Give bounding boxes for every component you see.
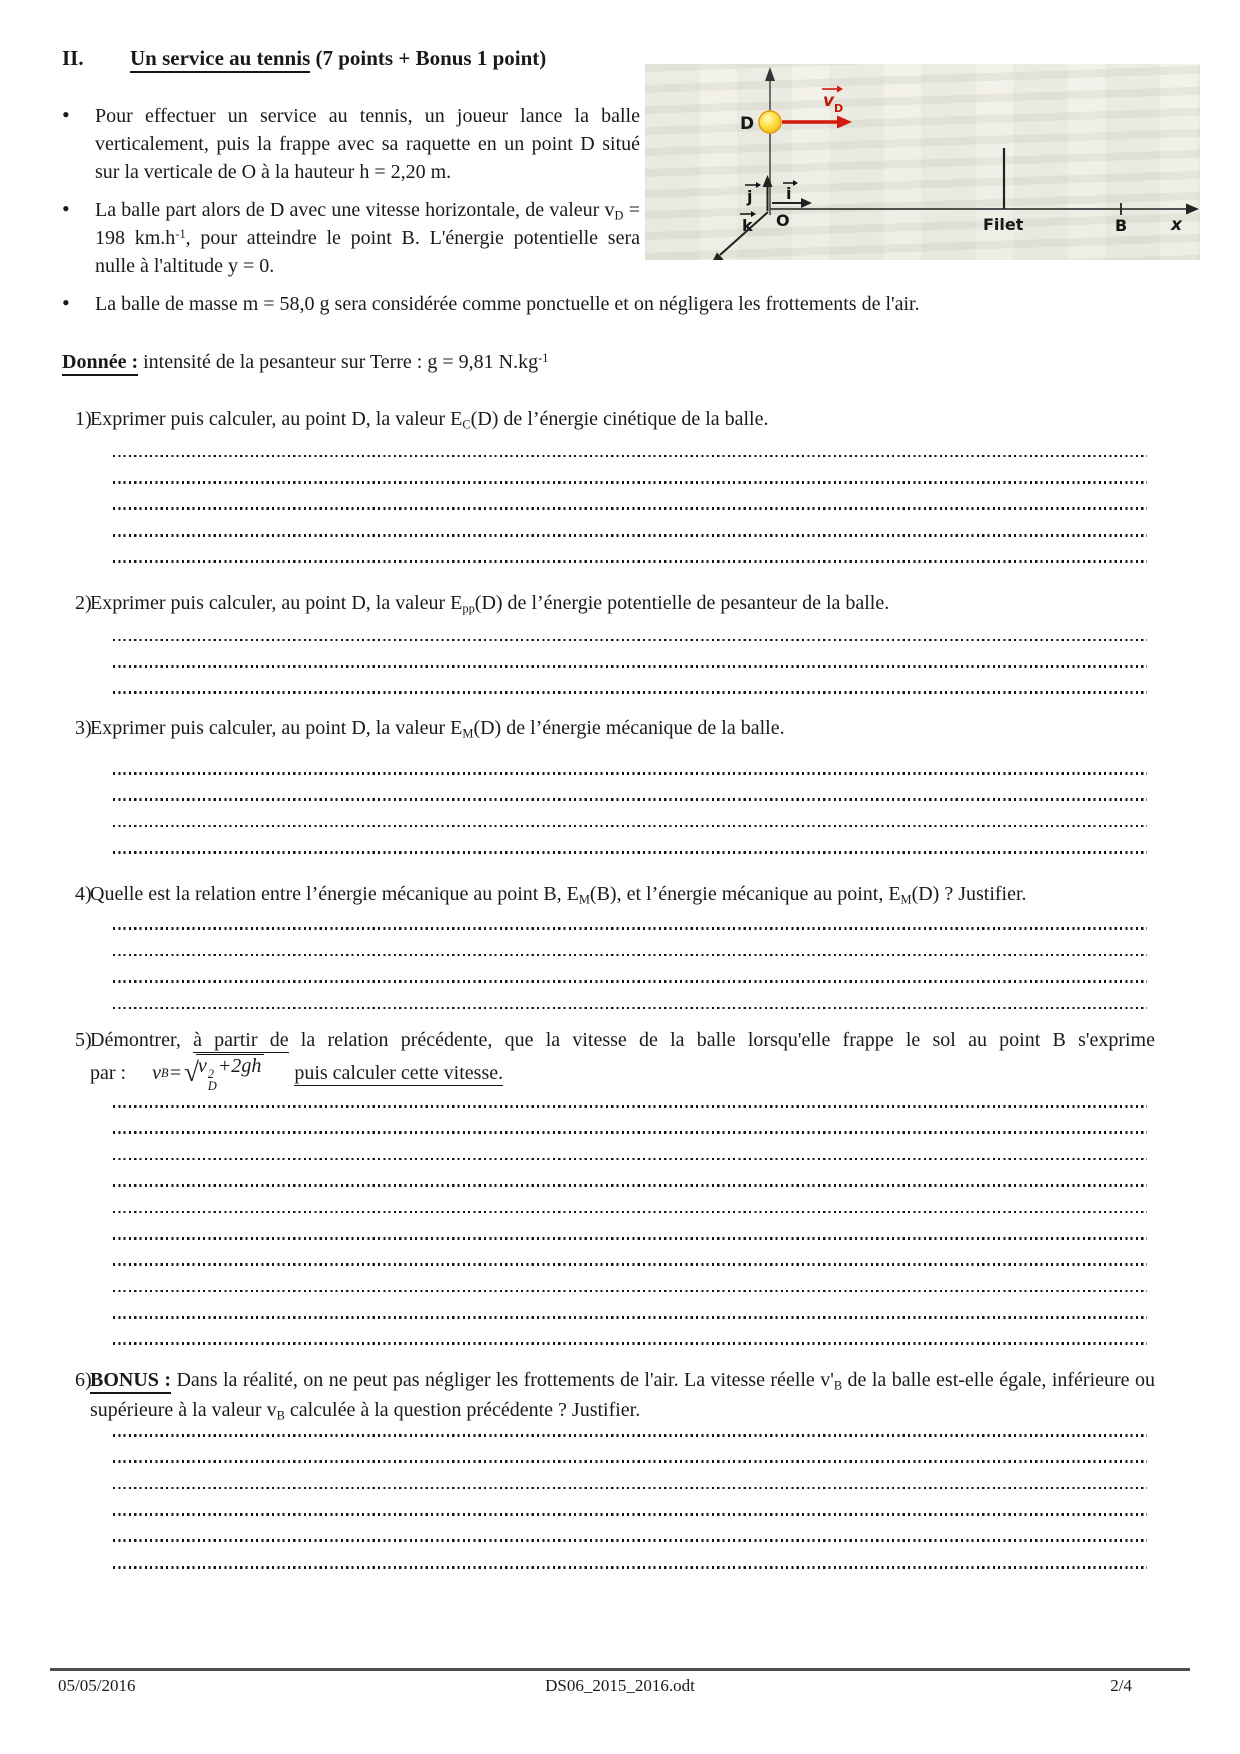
v-subscript: B bbox=[276, 1408, 285, 1423]
answer-area-6 bbox=[113, 1412, 1147, 1570]
exponent: -1 bbox=[538, 350, 549, 365]
bullet-text: La balle de masse m = 58,0 g sera considérée comme ponctuelle et on négligera les frottements de l'air. bbox=[95, 293, 920, 315]
v-subscript: D bbox=[614, 208, 624, 223]
dotted-answer-line bbox=[113, 1439, 1147, 1465]
dotted-answer-line bbox=[113, 1110, 1147, 1136]
bullet-icon: • bbox=[62, 290, 70, 315]
dotted-answer-line bbox=[113, 1136, 1147, 1162]
dotted-answer-line bbox=[113, 1465, 1147, 1491]
dotted-answer-line bbox=[113, 1412, 1147, 1438]
question-number: 6) bbox=[75, 1369, 92, 1392]
dotted-answer-line bbox=[113, 1544, 1147, 1570]
formula-lead: par : bbox=[90, 1062, 127, 1085]
question-text-part: Démontrer, bbox=[90, 1029, 194, 1052]
bullet-icon: • bbox=[62, 196, 70, 221]
bullet-text-part: = 198 km.h bbox=[95, 199, 640, 249]
answer-area-3 bbox=[113, 750, 1147, 856]
dotted-answer-line bbox=[113, 829, 1147, 855]
footer-row bbox=[50, 1671, 1190, 1697]
dotted-answer-line bbox=[113, 906, 1147, 932]
energy-subscript: pp bbox=[462, 601, 475, 616]
velocity-label: v bbox=[823, 91, 835, 111]
bullet-text: Pour effectuer un service au tennis, un joueur lance la balle verticalement, puis la frappe avec sa raquette en un point D situé sur la verticale de O à la hauteur h = 2,20 m. bbox=[95, 105, 640, 183]
question-number: 3) bbox=[75, 717, 92, 740]
sqrt-icon: √ bbox=[184, 1057, 199, 1088]
dotted-answer-line bbox=[113, 643, 1147, 669]
underlined-phrase: à partir de bbox=[193, 1029, 289, 1052]
question-text-part: Dans la réalité, on ne peut pas négliger les frottements de l'air. La vitesse réelle v' bbox=[171, 1369, 834, 1392]
question-text bbox=[90, 1026, 1155, 1054]
x-axis-arrowhead-icon bbox=[1186, 204, 1199, 215]
bonus-label: BONUS : bbox=[90, 1369, 171, 1394]
dotted-answer-line bbox=[113, 1083, 1147, 1109]
exponent: 2 bbox=[207, 1066, 215, 1081]
question-text-part: (D) de l’énergie potentielle de pesanteur de la balle. bbox=[474, 591, 890, 614]
velocity-label-sub: D bbox=[834, 102, 844, 115]
question-text-part: Exprimer puis calculer, au point D, la valeur E bbox=[90, 591, 463, 614]
i-vector-label: i bbox=[786, 184, 792, 203]
answer-area-1 bbox=[113, 433, 1147, 565]
question-text-part: calculée à la question précédente ? Justifier. bbox=[284, 1399, 641, 1422]
formula-plus-two: +2 bbox=[217, 1054, 242, 1077]
footer-page-number: 2/4 bbox=[1110, 1676, 1132, 1695]
dotted-answer-line bbox=[113, 459, 1147, 485]
question-text-part: (D) de l’énergie mécanique de la balle. bbox=[473, 717, 785, 740]
dotted-answer-line bbox=[113, 1321, 1147, 1347]
question-text-part: (B), et l’énergie mécanique au point, E bbox=[589, 882, 901, 905]
energy-subscript: C bbox=[462, 417, 471, 432]
dotted-answer-line bbox=[113, 1518, 1147, 1544]
dotted-answer-line bbox=[113, 433, 1147, 459]
given-data-text: intensité de la pesanteur sur Terre : g = 9,81 N.kg bbox=[138, 351, 539, 373]
question-text-part: (D) de l’énergie cinétique de la balle. bbox=[470, 408, 769, 430]
dotted-answer-line bbox=[113, 985, 1147, 1011]
intro-bullet-list bbox=[62, 102, 1155, 318]
j-vector-label: j bbox=[747, 187, 753, 206]
bullet-item-3 bbox=[62, 290, 1155, 318]
question-number: 1) bbox=[75, 408, 92, 430]
dotted-answer-line bbox=[113, 1294, 1147, 1320]
given-data-label: Donnée : bbox=[62, 351, 138, 376]
bullet-item-2 bbox=[62, 196, 1155, 280]
dotted-answer-line bbox=[113, 670, 1147, 696]
question-number: 5) bbox=[75, 1029, 92, 1052]
dotted-answer-line bbox=[113, 1491, 1147, 1517]
v-subscript: B bbox=[833, 1378, 843, 1393]
dotted-answer-line bbox=[113, 539, 1147, 565]
question-text-part: Exprimer puis calculer, au point D, la valeur E bbox=[90, 408, 463, 430]
question-text-part: de la balle est-elle égale, inférieure ou supérieure à la valeur v bbox=[90, 1369, 1155, 1422]
section-points: (7 points + Bonus 1 point) bbox=[310, 46, 547, 70]
question-text-part: Exprimer puis calculer, au point D, la valeur E bbox=[90, 717, 463, 740]
bullet-text bbox=[95, 196, 640, 280]
energy-subscript: M bbox=[578, 892, 590, 907]
underlined-phrase: puis calculer cette vitesse. bbox=[294, 1061, 503, 1087]
main-column bbox=[62, 44, 1155, 1571]
answer-area-2 bbox=[113, 617, 1147, 696]
origin-label: O bbox=[776, 211, 790, 230]
question-2 bbox=[62, 589, 1155, 617]
given-data-line bbox=[62, 348, 1155, 376]
question-text-part: Quelle est la relation entre l’énergie mécanique au point B, E bbox=[90, 882, 579, 905]
bullet-text-part: , pour atteindre le point B. L'énergie potentielle sera nulle à l'altitude y = 0. bbox=[95, 227, 640, 277]
equals-sign: = bbox=[168, 1062, 183, 1085]
formula-v: v bbox=[152, 1062, 161, 1085]
footer-date: 05/05/2016 bbox=[58, 1676, 136, 1695]
dotted-answer-line bbox=[113, 486, 1147, 512]
formula-v: v bbox=[197, 1054, 207, 1077]
question-text bbox=[90, 592, 889, 614]
x-axis-label: x bbox=[1171, 215, 1182, 235]
bullet-item-1 bbox=[62, 102, 1155, 186]
net-label: Filet bbox=[983, 215, 1024, 234]
section-header bbox=[62, 44, 1155, 72]
question-1 bbox=[62, 405, 1155, 433]
answer-area-5 bbox=[113, 1083, 1147, 1347]
dotted-answer-line bbox=[113, 1162, 1147, 1188]
dotted-answer-line bbox=[113, 1215, 1147, 1241]
section-number: II. bbox=[62, 46, 84, 70]
bullet-icon: • bbox=[62, 102, 70, 127]
subscript: D bbox=[207, 1079, 217, 1094]
question-number: 2) bbox=[75, 591, 92, 614]
section-title: Un service au tennis bbox=[130, 46, 310, 73]
footer-filename: DS06_2015_2016.odt bbox=[545, 1676, 695, 1695]
question-text-part: la relation précédente, que la vitesse de la balle lorsqu'elle frappe le sol au point B s'exprime bbox=[288, 1029, 1155, 1052]
dotted-answer-line bbox=[113, 512, 1147, 538]
question-text bbox=[90, 717, 785, 739]
question-text bbox=[90, 408, 769, 430]
question-text-part: (D) ? Justifier. bbox=[911, 882, 1027, 905]
dotted-answer-line bbox=[113, 803, 1147, 829]
dotted-answer-line bbox=[113, 777, 1147, 803]
dotted-answer-line bbox=[113, 958, 1147, 984]
dotted-answer-line bbox=[113, 617, 1147, 643]
point-b-label: B bbox=[1115, 216, 1128, 235]
page-footer bbox=[50, 1668, 1190, 1697]
dotted-answer-line bbox=[113, 1268, 1147, 1294]
question-text bbox=[90, 883, 1027, 905]
answer-area-4 bbox=[113, 906, 1147, 1012]
k-vector-label: k bbox=[742, 216, 753, 235]
question-number: 4) bbox=[75, 882, 92, 905]
bullet-text-part: La balle part alors de D avec une vitesse horizontale, de valeur v bbox=[95, 199, 615, 221]
dotted-answer-line bbox=[113, 1189, 1147, 1215]
velocity-formula: v B = √ v 2 D +2gh bbox=[152, 1054, 264, 1093]
exponent: -1 bbox=[175, 226, 186, 241]
point-d-label: D bbox=[740, 114, 755, 134]
energy-subscript: M bbox=[900, 892, 912, 907]
dotted-answer-line bbox=[113, 1242, 1147, 1268]
formula-gh: gh bbox=[241, 1054, 262, 1077]
energy-subscript: M bbox=[462, 726, 474, 741]
dotted-answer-line bbox=[113, 750, 1147, 776]
dotted-answer-line bbox=[113, 932, 1147, 958]
question-3 bbox=[62, 714, 1155, 742]
